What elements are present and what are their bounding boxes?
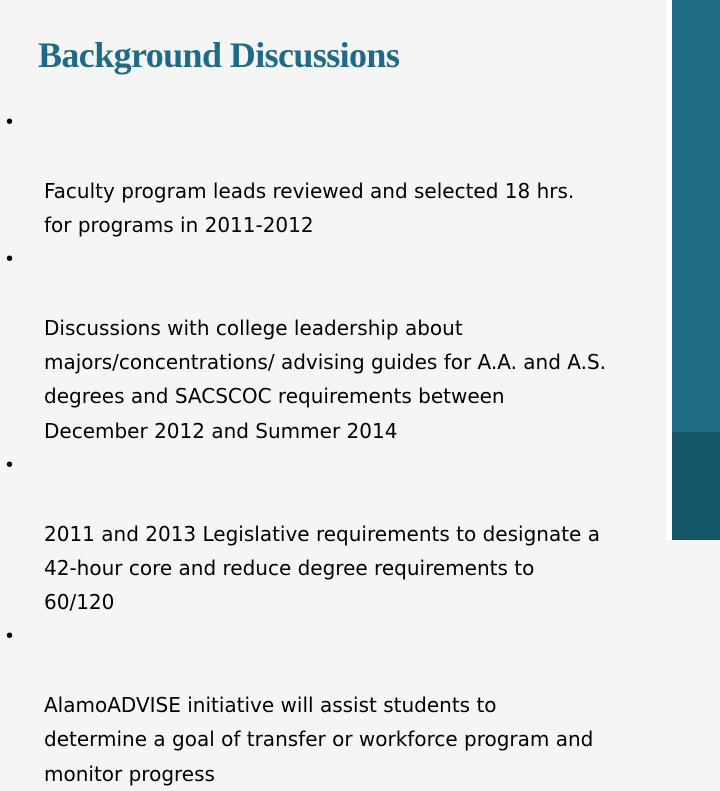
bullet-list (0, 105, 710, 791)
bullet-marker: • (6, 453, 14, 476)
bullet-text: 2011 and 2013 Legislative requirements to designate a 42-hour core and reduce degree requirements to 60/120 (44, 521, 600, 615)
bullet-item (0, 105, 710, 242)
slide-title: Background Discussions (38, 35, 400, 75)
bullet-text: AlamoADVISE initiative will assist students to determine a goal of transfer or workforce program and monitor progress (44, 693, 594, 786)
bullet-marker: • (6, 248, 14, 271)
bullet-marker: • (6, 111, 14, 133)
bullet-marker: • (6, 625, 14, 648)
bullet-text: Discussions with college leadership about majors/concentrations/ advising guides for A.A. and A.S. degrees and SACSCOC requirements between December 2012 and Summer 2014 (44, 315, 607, 443)
bullet-text: Faculty program leads reviewed and selected 18 hrs. for programs in 2011-2012 (44, 178, 575, 237)
bullet-item (0, 619, 710, 790)
bullet-item (0, 448, 710, 619)
bullet-item (0, 242, 710, 448)
